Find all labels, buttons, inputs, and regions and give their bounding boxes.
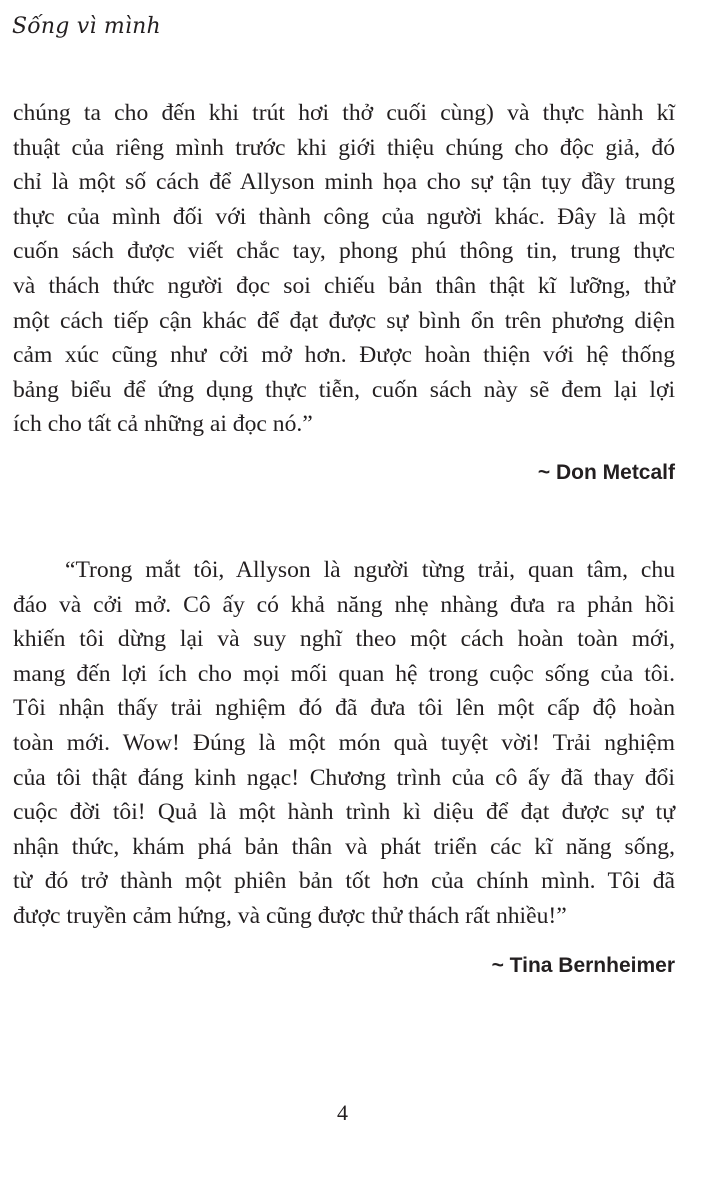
paragraph-line: đáo và cởi mở. Cô ấy có khả năng nhẹ nhàng đưa ra phản hồi — [13, 591, 675, 618]
paragraph-line: chúng ta cho đến khi trút hơi thở cuối cùng) và thực hành kĩ — [13, 100, 675, 126]
paragraph-line: mang đến lợi ích cho mọi mối quan hệ trong cuộc sống của tôi. — [13, 660, 675, 687]
paragraph-line: cuốn sách được viết chắc tay, phong phú thông tin, trung thực — [13, 238, 675, 265]
paragraph-line: Tôi nhận thấy trải nghiệm đó đã đưa tôi lên một cấp độ hoàn — [13, 695, 675, 722]
testimonial-paragraph-2 — [13, 553, 675, 934]
running-header-title: Sống vì mình — [12, 14, 161, 39]
attribution-tina-bernheimer: ~ Tina Bernheimer — [491, 954, 675, 977]
paragraph-line: cuộc đời tôi! Quả là một hành trình kì diệu để đạt được sự tự — [13, 799, 675, 826]
paragraph-line: thuật của riêng mình trước khi giới thiệu chúng cho độc giả, đó — [13, 134, 675, 161]
paragraph-line: khiến tôi dừng lại và suy nghĩ theo một cách hoàn toàn mới, — [13, 626, 675, 653]
paragraph-line: của tôi thật đáng kinh ngạc! Chương trình của cô ấy đã thay đổi — [13, 764, 675, 791]
paragraph-line: chỉ là một số cách để Allyson minh họa cho sự tận tụy đầy trung — [13, 169, 675, 196]
testimonial-paragraph-1 — [13, 96, 675, 442]
paragraph-line: nhận thức, khám phá bản thân và phát triển các kĩ năng sống, — [13, 833, 675, 860]
paragraph-line: và thách thức người đọc soi chiếu bản thân thật kĩ lưỡng, thử — [13, 272, 675, 299]
paragraph-line: thực của mình đối với thành công của người khác. Đây là một — [13, 203, 675, 230]
paragraph-line: toàn mới. Wow! Đúng là một món quà tuyệt vời! Trải nghiệm — [13, 729, 675, 756]
paragraph-line: được truyền cảm hứng, và cũng được thử thách rất nhiều!” — [13, 902, 567, 929]
paragraph-line: cảm xúc cũng như cởi mở hơn. Được hoàn thiện với hệ thống — [13, 342, 675, 369]
paragraph-line: một cách tiếp cận khác để đạt được sự bình ổn trên phương diện — [13, 307, 675, 334]
paragraph-line: từ đó trở thành một phiên bản tốt hơn của chính mình. Tôi đã — [13, 868, 675, 895]
paragraph-line: bảng biểu để ứng dụng thực tiễn, cuốn sách này sẽ đem lại lợi — [13, 376, 675, 403]
paragraph-line: “Trong mắt tôi, Allyson là người từng trải, quan tâm, chu — [65, 557, 675, 583]
page-number: 4 — [337, 1100, 348, 1125]
paragraph-line: ích cho tất cả những ai đọc nó.” — [13, 411, 313, 438]
attribution-don-metcalf: ~ Don Metcalf — [537, 461, 675, 484]
